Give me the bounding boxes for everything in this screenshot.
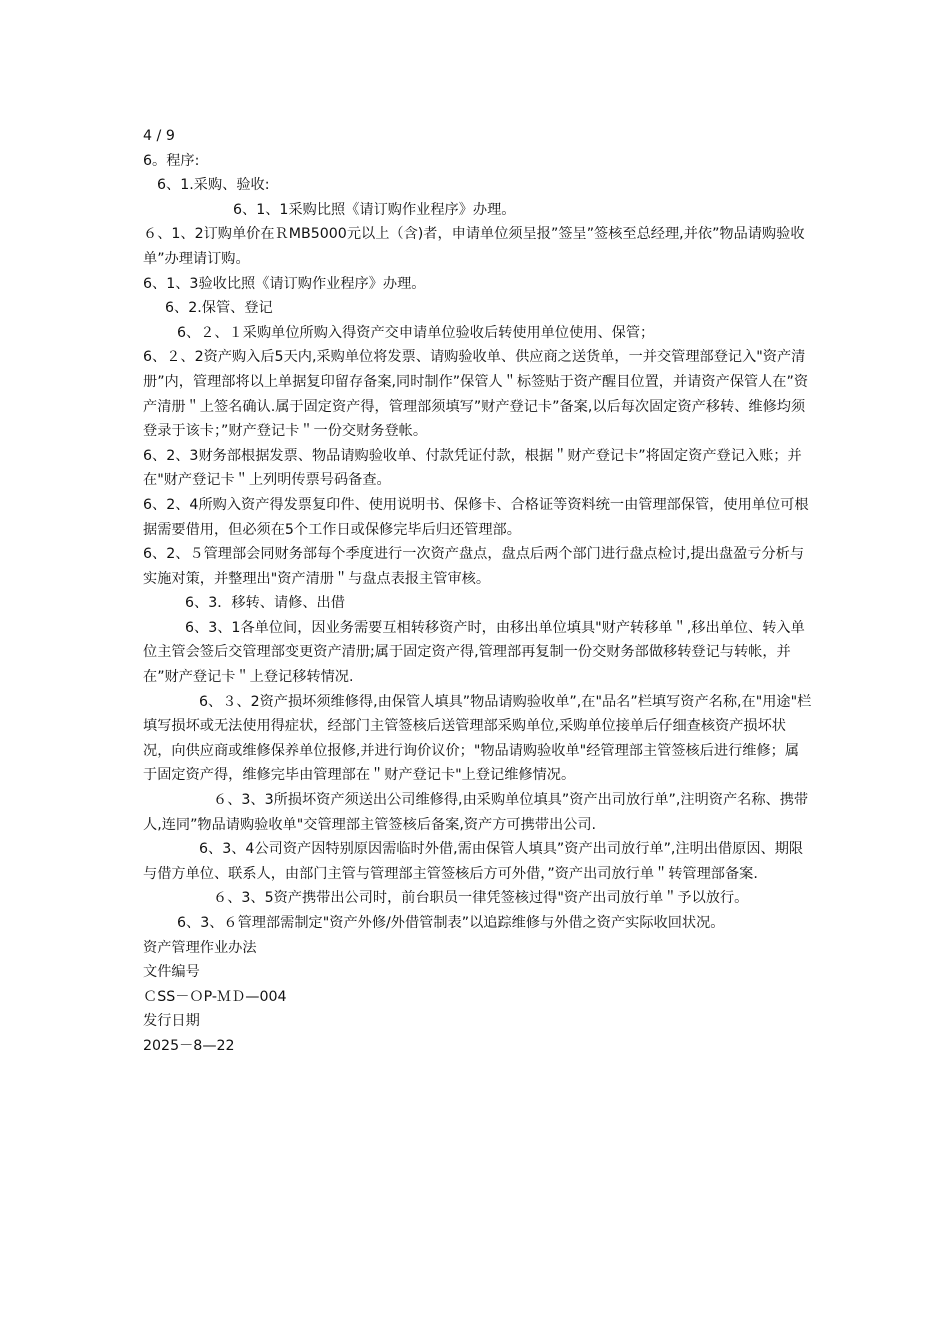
procedure-section xyxy=(143,149,813,936)
page-indicator: 4 / 9 xyxy=(143,128,175,144)
paragraph-6-1-2: ６、1、2订购单价在ＲMB5000元以上（含)者，申请单位须呈报”签呈”签核至总经理,并依”物品请购验收单”办理请订购。 xyxy=(143,226,805,267)
section-heading-procedure: 6。程序: xyxy=(143,152,200,169)
paragraph-6-2-3: 6、2、3财务部根据发票、物品请购验收单、付款凭证付款，根据＂财产登记卡”将固定资产登记入账；并在"财产登记卡＂上列明传票号码备查。 xyxy=(143,447,802,489)
paragraph-6-2-5: 6、2、５管理部会同财务部每个季度进行一次资产盘点，盘点后两个部门进行盘点检讨,提出盘盈亏分析与实施对策，并整理出"资产清册＂与盘点表报主管审核。 xyxy=(143,546,805,587)
paragraph-6-2-4: 6、2、4所购入资产得发票复印件、使用说明书、保修卡、合格证等资料统一由管理部保管，使用单位可根据需要借用，但必须在5个工作日或保修完毕后归还管理部。 xyxy=(143,496,809,538)
subsection-heading-purchase: 6、1.采购、验收: xyxy=(157,177,270,194)
paragraph-6-2-1: 6、２、１采购单位所购入得资产交申请单位验收后转使用单位使用、保管； xyxy=(177,324,655,341)
issue-date: 2025－8—22 xyxy=(143,1037,235,1054)
doc-number: ＣSS－ＯP-ＭＤ—004 xyxy=(143,988,287,1005)
paragraph-6-3-4: 6、3、4公司资产因特别原因需临时外借,需由保管人填具”资产出司放行单”,注明出借原因、期限与借方单位、联系人，由部门主管与管理部主管签核后方可外借，”资产出司放行单＂转管理部备案. xyxy=(143,841,804,882)
doc-number-label: 文件编号 xyxy=(143,964,200,981)
issue-date-label: 发行日期 xyxy=(143,1013,200,1030)
document-page xyxy=(143,124,813,1059)
paragraph-6-3-6: 6、3、６管理部需制定"资产外修/外借管制表”以追踪维修与外借之资产实际收回状况。 xyxy=(177,915,725,931)
paragraph-6-3-1: 6、3、1各单位间，因业务需要互相转移资产时，由移出单位填具"财产转移单＂,移出单位、转入单位主管会签后交管理部变更资产清册;属于固定资产得,管理部再复制一份交财务部做移转登记与转帐，并在”财产登记卡＂上登记移转情况. xyxy=(143,619,805,686)
paragraph-6-1-1: 6、1、1采购比照《请订购作业程序》办理。 xyxy=(233,201,516,218)
subsection-heading-custody: 6、2.保管、登记 xyxy=(165,300,273,317)
document-footer xyxy=(143,936,813,1059)
paragraph-6-1-3: 6、1、3验收比照《请订购作业程序》办理。 xyxy=(143,275,426,292)
paragraph-6-3-5: ６、3、5资产携带出公司时，前台职员一律凭签核过得"资产出司放行单＂予以放行。 xyxy=(213,890,749,907)
paragraph-6-2-2: 6、２、2资产购入后5天内,采购单位将发票、请购验收单、供应商之送货单，一并交管理部登记入"资产清册”内，管理部将以上单据复印留存备案,同时制作”保管人＂标签贴于资产醒目位置，并请资产保管人在”资产清册＂上签名确认.属于固定资产得，管理部须填写”财产登记卡”备案,以后每次固定资产移转、维修均须登录于该卡；”财产登记卡＂一份交财务登帐。 xyxy=(143,349,809,440)
paragraph-6-3-2: 6、３、2资产损坏须维修得,由保管人填具”物品请购验收单”,在"品名”栏填写资产名称,在"用途"栏填写损坏或无法使用得症状，经部门主管签核后送管理部采购单位,采购单位接单后仔细查核资产损坏状况，向供应商或维修保养单位报修,并进行询价议价；"物品请购验收单"经管理部主管签核后进行维修；属于固定资产得，维修完毕由管理部在＂财产登记卡"上登记维修情况。 xyxy=(143,693,812,784)
paragraph-6-3-3: ６、3、3所损坏资产须送出公司维修得,由采购单位填具”资产出司放行单”,注明资产名称、携带人,连同”物品请购验收单"交管理部主管签核后备案,资产方可携带出公司. xyxy=(143,792,809,833)
document-title: 资产管理作业办法 xyxy=(143,939,257,956)
subsection-heading-transfer: 6、3．移转、请修、出借 xyxy=(185,595,345,612)
